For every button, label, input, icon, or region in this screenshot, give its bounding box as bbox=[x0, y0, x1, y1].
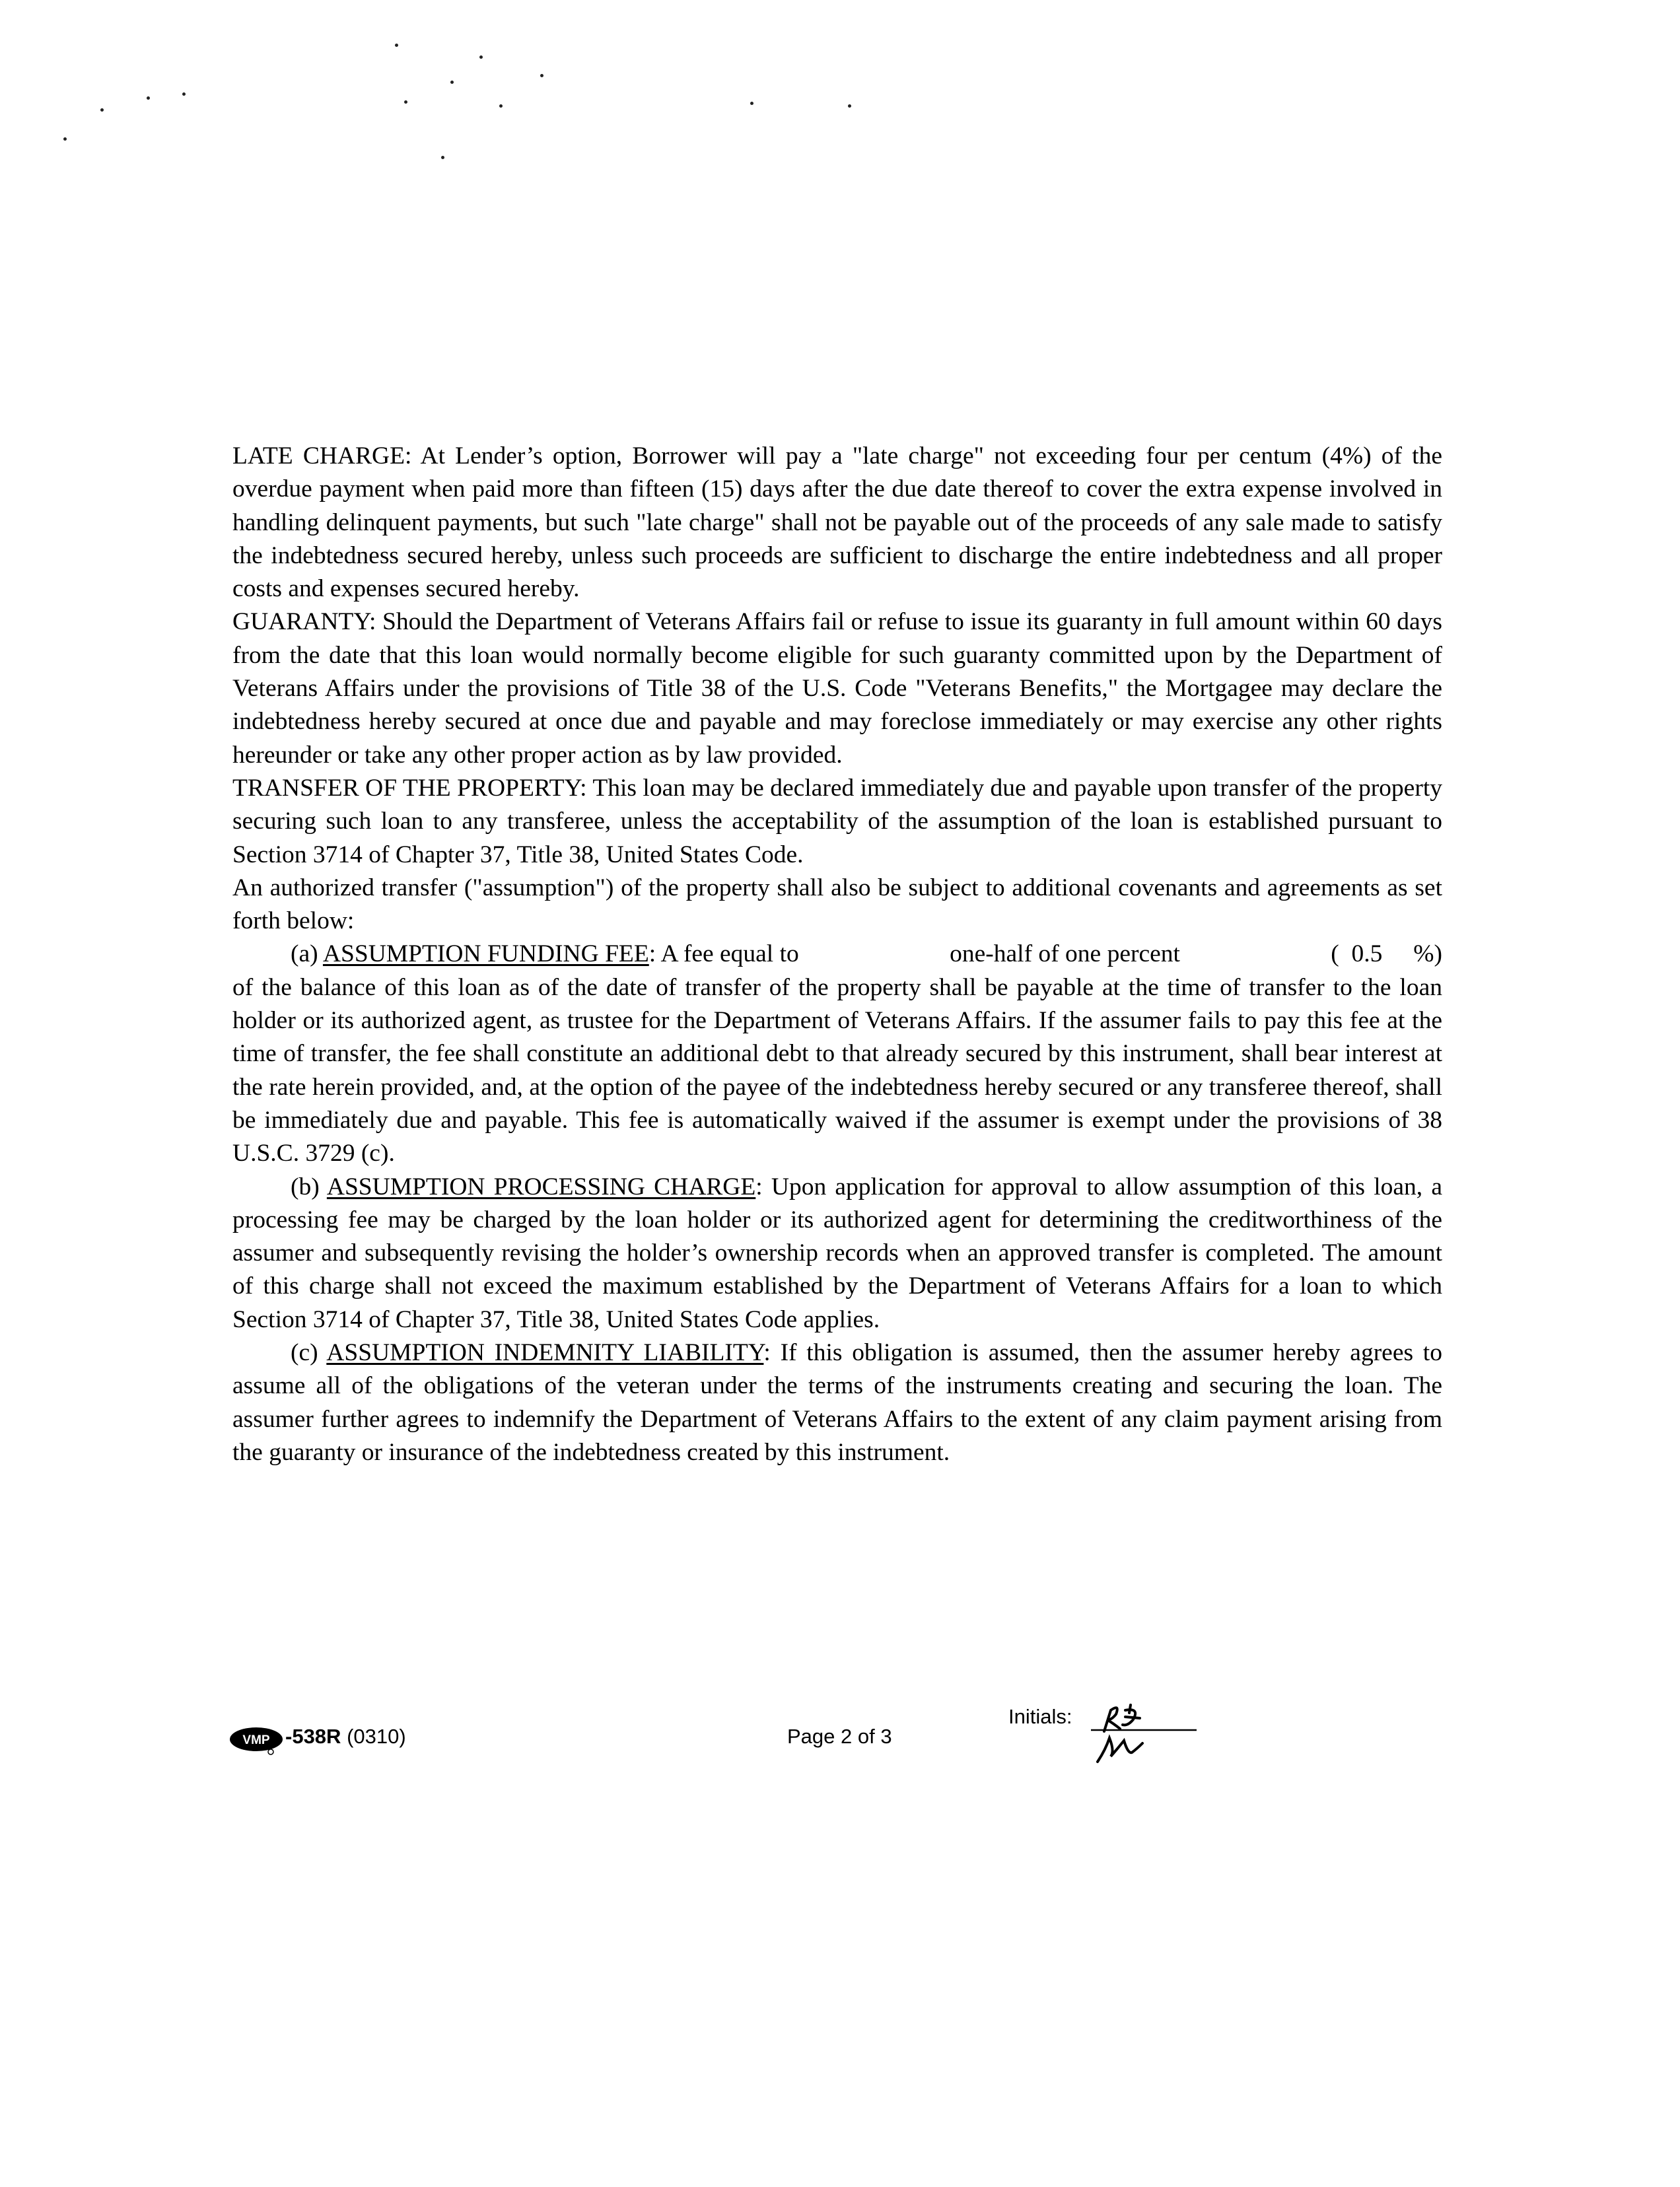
document-body bbox=[232, 440, 1442, 1469]
clause-b-prefix: (b) bbox=[291, 1173, 327, 1200]
clause-a-lead-text: : A fee equal to bbox=[648, 940, 799, 968]
form-code: -538R bbox=[285, 1725, 341, 1748]
scan-specks bbox=[0, 0, 1680, 264]
transfer-paragraph: TRANSFER OF THE PROPERTY: This loan may be declared immediately due and payable upon transfer of the property securing such loan to any transferee, unless the acceptability of the assumption of the loan is established pursuant to Section 3714 of Chapter 37, Title 38, United States Code. bbox=[232, 774, 1442, 868]
late-charge-paragraph: LATE CHARGE: At Lender’s option, Borrower will pay a "late charge" not exceeding four per centum (4%) of the overdue payment when paid more than fifteen (15) days after the due date thereof to cover the extra expense involved in handling delinquent payments, but such "late charge" shall not be payable out of the proceeds of any sale made to satisfy the indebtedness secured hereby, unless such proceeds are sufficient to discharge the entire indebtedness and all proper costs and expenses secured hereby. bbox=[232, 442, 1442, 603]
guaranty-paragraph: GUARANTY: Should the Department of Veterans Affairs fail or refuse to issue its guaranty in full amount within 60 days from the date that this loan would normally become eligible for such guaranty committed upon by the Department of Veterans Affairs under the provisions of Title 38 of the U.S. Code "Veterans Benefits," the Mortgagee may declare the indebtedness hereby secured at once due and payable and may foreclose immediately or may exercise any other rights hereunder or take any other proper action as by law provided. bbox=[232, 608, 1442, 769]
fee-amount-percent: ( 0.5 %) bbox=[1331, 940, 1442, 968]
form-version: (0310) bbox=[347, 1725, 406, 1748]
clause-a-lead bbox=[291, 938, 799, 971]
clause-b-body: : Upon application for approval to allow assumption of this loan, a processing fee may be charged by the loan holder or its authorized agent for determining the creditworthiness of the assumer and subsequently revising the holder’s ownership records when an approved transfer is completed. The amount of this charge shall not exceed the maximum established by the Department of Veterans Affairs for a loan to which Section 3714 of Chapter 37, Title 38, United States Code applies. bbox=[232, 1173, 1442, 1333]
initials-signature-icon bbox=[1091, 1690, 1197, 1770]
clause-a-body: of the balance of this loan as of the date of transfer of the property shall be payable at the time of transfer to the loan holder or its authorized agent, as trustee for the Department of Veterans Affairs. If the assumer fails to pay this fee at the time of transfer, the fee shall constitute an additional debt to that already secured by this instrument, shall bear interest at the rate herein provided, and, at the option of the payee of the indebtedness hereby secured or any transferee thereof, shall be immediately due and payable. This fee is automatically waived if the assumer is exempt under the provisions of 38 U.S.C. 3729 (c). bbox=[232, 973, 1442, 1167]
page-footer bbox=[0, 1690, 1680, 1783]
clause-c bbox=[232, 1336, 1442, 1469]
vmp-logo-icon bbox=[228, 1726, 284, 1755]
fee-amount-words: one-half of one percent bbox=[950, 940, 1180, 968]
funding-fee-line bbox=[232, 938, 1442, 971]
authorized-transfer-paragraph: An authorized transfer ("assumption") of the property shall also be subject to additional covenants and agreements as set forth below: bbox=[232, 874, 1442, 935]
clause-b-heading: ASSUMPTION PROCESSING CHARGE bbox=[326, 1173, 756, 1200]
clause-c-prefix: (c) bbox=[291, 1339, 327, 1367]
clause-a-heading: ASSUMPTION FUNDING FEE bbox=[322, 940, 649, 968]
clause-a-prefix: (a) bbox=[291, 940, 323, 968]
page-number: Page 2 of 3 bbox=[787, 1725, 892, 1748]
clause-c-body: : If this obligation is assumed, then the assumer hereby agrees to assume all of the obligations of the veteran under the terms of the instruments creating and securing the loan. The assumer further agrees to indemnify the Department of Veterans Affairs to the extent of any claim payment arising from the guaranty or insurance of the indebtedness created by this instrument. bbox=[232, 1339, 1442, 1466]
logo-text: VMP bbox=[242, 1733, 270, 1747]
clause-c-heading: ASSUMPTION INDEMNITY LIABILITY bbox=[326, 1339, 764, 1367]
form-number bbox=[285, 1725, 406, 1749]
clause-b bbox=[232, 1171, 1442, 1336]
initials-label: Initials: bbox=[1008, 1705, 1072, 1728]
